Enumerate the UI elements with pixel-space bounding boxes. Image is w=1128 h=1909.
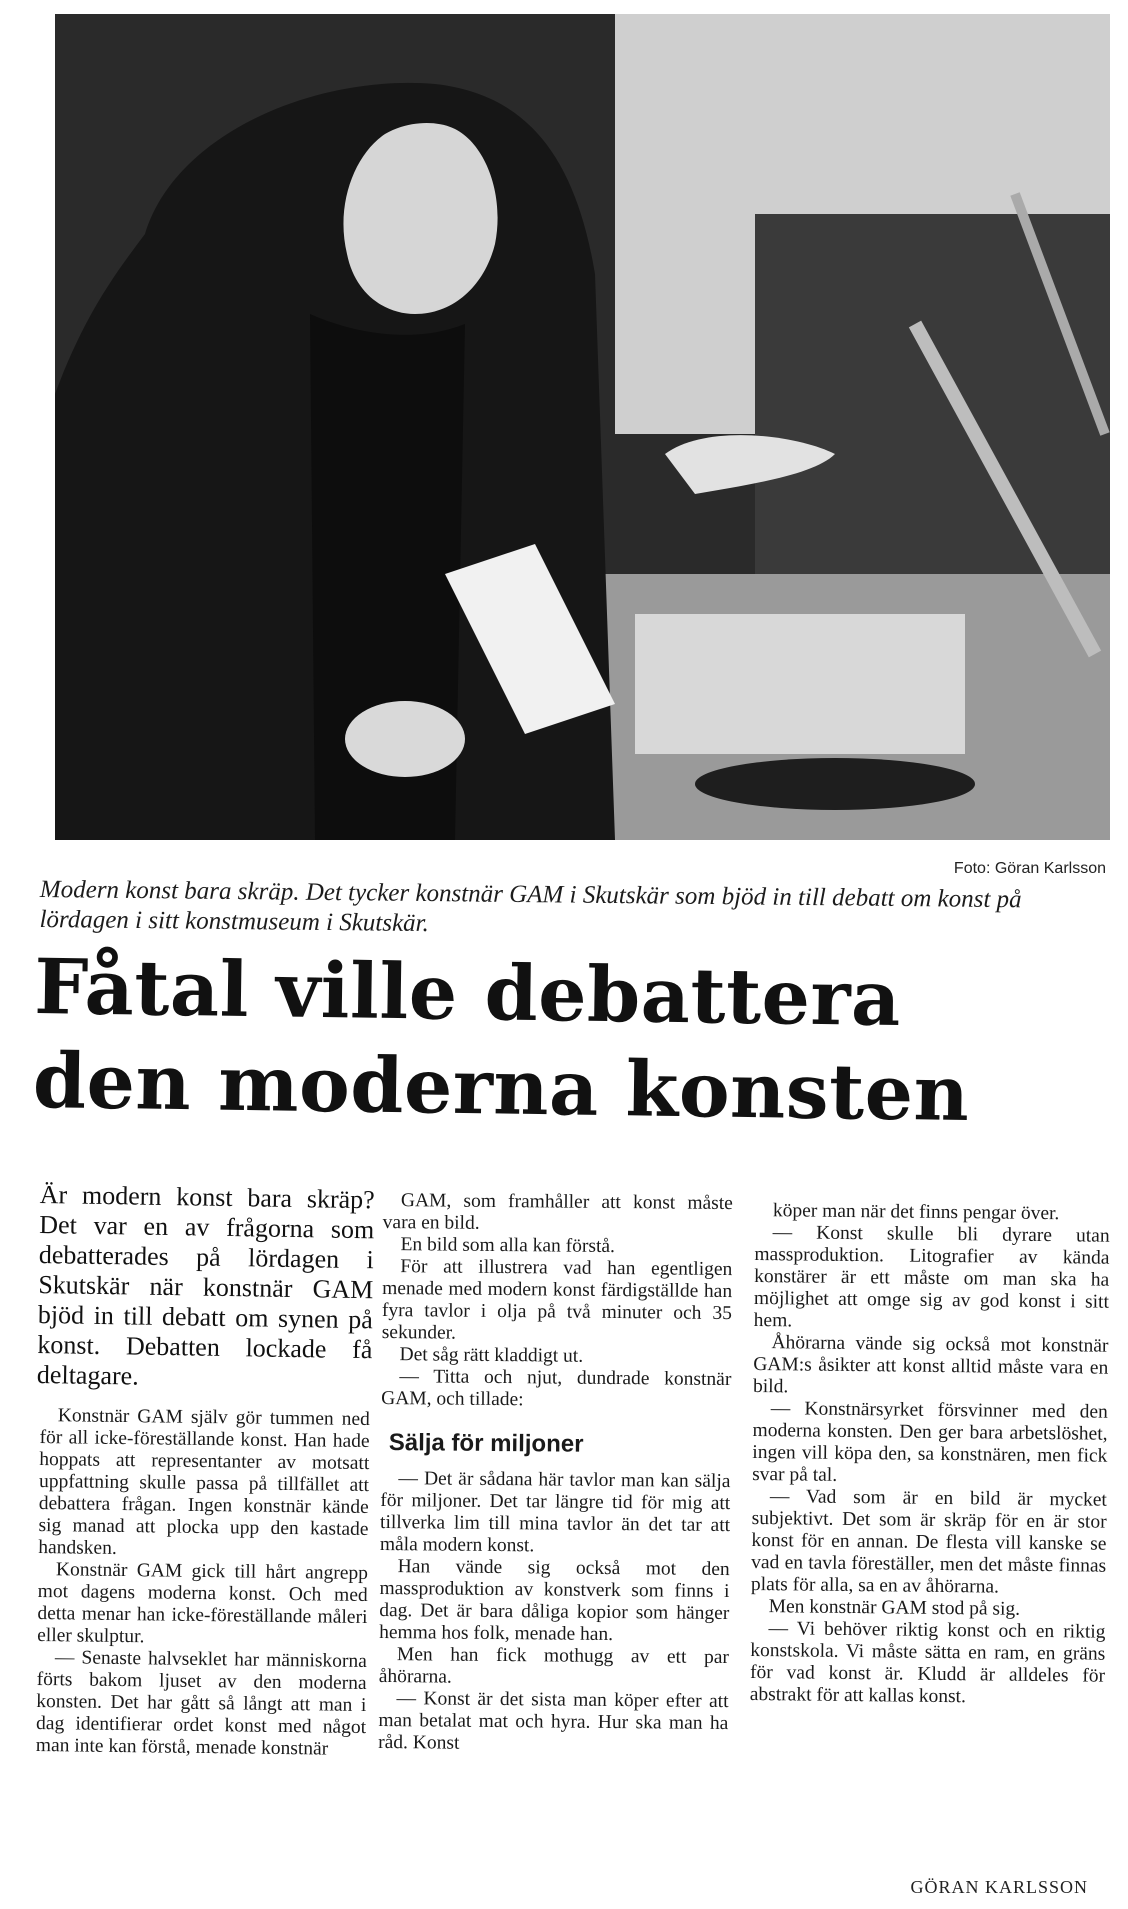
article-column-2 bbox=[378, 1190, 733, 1757]
headline-line-2: den moderna konsten bbox=[32, 1035, 970, 1139]
body-paragraph: Men konstnär GAM stod på sig. bbox=[768, 1596, 1021, 1620]
body-paragraph: — Vad som är en bild är mycket subjektivt. Det som är skräp för en är stor konst för en annan. De flesta vill kanske se vad en tavla föreställer, men det måste finnas plats för alla, sa en av åhörarna. bbox=[750, 1486, 1107, 1598]
article-photo bbox=[55, 14, 1110, 840]
body-paragraph: Men han fick mothugg av ett par åhörarna. bbox=[378, 1644, 730, 1688]
body-paragraph: — Konst skulle bli dyrare utan massproduktion. Litografier av kända konstärer är ett måste om man ska ha möjlighet att omge sig av god konst i sitt hem. bbox=[753, 1222, 1110, 1332]
byline: GÖRAN KARLSSON bbox=[910, 1877, 1088, 1897]
body-paragraph: En bild som alla kan förstå. bbox=[400, 1234, 616, 1258]
headline bbox=[32, 940, 1125, 1143]
photo-caption: Modern konst bara skräp. Det tycker konstnär GAM i Skutskär som bjöd in till debatt om konst på lördagen i sitt konstmuseum i Skutskär. bbox=[39, 875, 1022, 938]
headline-line-1: Fåtal ville debattera bbox=[33, 941, 902, 1044]
body-paragraph: Konstnär GAM gick till hårt angrepp mot dagens moderna konst. Och med detta menar han icke-föreställande måleri eller skulptur. bbox=[37, 1559, 369, 1648]
body-paragraph: GAM, som framhåller att konst måste vara en bild. bbox=[382, 1190, 733, 1234]
body-paragraph: — Konstnärsyrket försvinner med den moderna konsten. Den ger bara arbetslöshet, ingen vill köpa den, sa konstnären, men fick svar på tal. bbox=[752, 1398, 1108, 1486]
body-paragraph: Åhörarna vände sig också mot konstnär GAM:s åsikter att konst alltid måste vara en bild. bbox=[752, 1332, 1109, 1398]
subheading: Sälja för miljoner bbox=[388, 1429, 584, 1458]
article-column-3 bbox=[750, 1200, 1110, 1710]
lead-paragraph bbox=[37, 1180, 375, 1395]
photo-credit: Foto: Göran Karlsson bbox=[953, 860, 1106, 877]
article-column-1 bbox=[36, 1405, 370, 1761]
body-paragraph: Konstnär GAM själv gör tummen ned för all icke-föreställande konst. Han hade hoppats att representanter av motsatt uppfattning skulle passa på tillfället att debattera frågan. Ingen konstnär kände sig manad att plocka upp den kastade handsken. bbox=[38, 1405, 370, 1559]
body-paragraph: Det såg rätt kladdigt ut. bbox=[399, 1344, 584, 1367]
body-paragraph: Han vände sig också mot den massproduktion av konstverk som finns i dag. Det är bara dåliga kopior som hänger hemma hos folk, menade han. bbox=[379, 1556, 730, 1646]
body-paragraph: För att illustrera vad han egentligen menade med modern konst färdigställde han fyra tavlor i olja på två minuter och 35 sekunder. bbox=[381, 1256, 733, 1344]
body-paragraph: — Konst är det sista man köper efter att man betalat mat och hyra. Hur ska man ha råd. Konst bbox=[378, 1688, 729, 1754]
body-paragraph: — Titta och njut, dundrade konstnär GAM, och tillade: bbox=[381, 1366, 732, 1411]
lead-text: Är modern konst bara skräp? Det var en av frågorna som debatterades på lördagen i Skutskär när konstnär GAM bjöd in till debatt om synen på konst. Debatten lockade få deltagare. bbox=[36, 1180, 375, 1391]
body-paragraph: — Senaste halvseklet har människorna förts bakom ljuset av den moderna konsten. Det har gått så långt att man i dag identifierar ordet konst med något man inte kan förstå, menade konstnär bbox=[35, 1647, 368, 1760]
body-paragraph: — Det är sådana här tavlor man kan sälja för miljoner. Det tar längre tid för mig att tillverka lim till mina tavlor än det tar att måla modern konst. bbox=[379, 1468, 731, 1557]
body-paragraph: — Vi behöver riktig konst och en riktig konstskola. Vi måste sätta en ram, en gräns för vad konst är. Kludd är alldeles för abstrakt för att kallas konst. bbox=[749, 1618, 1106, 1708]
body-paragraph: köper man när det finns pengar över. bbox=[772, 1200, 1060, 1225]
photo-illustration bbox=[55, 14, 1110, 840]
